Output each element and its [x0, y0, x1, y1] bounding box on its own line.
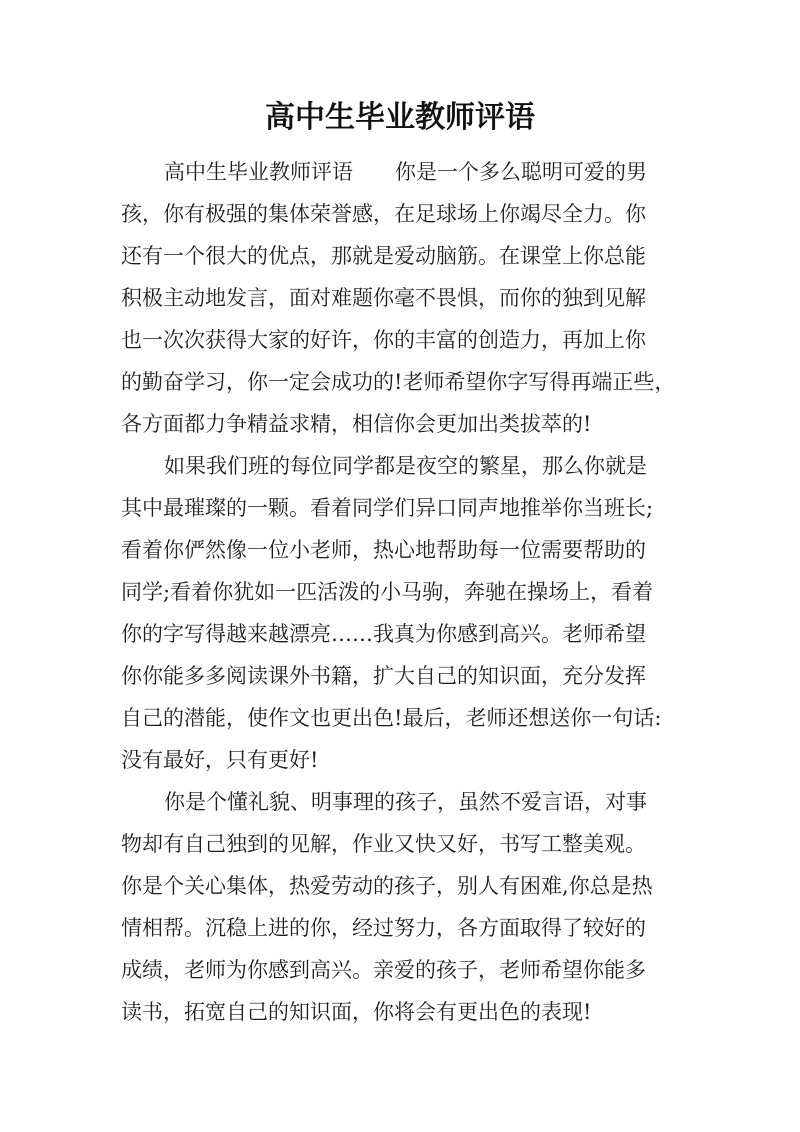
paragraph-3-line-3: 你是个关心集体，热爱劳动的孩子，别人有困难,你总是热: [121, 874, 653, 898]
document-body: [121, 151, 681, 1033]
paragraph-3-line-5: 成绩，老师为你感到高兴。亲爱的孩子，老师希望你能多: [121, 958, 646, 982]
paragraph-2-line-8: 没有最好，只有更好!: [121, 748, 319, 772]
paragraph-1-line-3: 还有一个很大的优点，那就是爱动脑筋。在课堂上你总能: [121, 244, 646, 268]
paragraph-3-line-1: 你是个懂礼貌、明事理的孩子，虽然不爱言语，对事: [164, 790, 647, 814]
paragraph-2-line-1: 如果我们班的每位同学都是夜空的繁星，那么你就是: [164, 454, 647, 478]
paragraph-2-line-3: 看着你俨然像一位小老师，热心地帮助每一位需要帮助的: [121, 538, 646, 562]
paragraph-1-line-5: 也一次次获得大家的好许，你的丰富的创造力，再加上你: [121, 328, 646, 352]
paragraph-2-line-4: 同学;看着你犹如一匹活泼的小马驹，奔驰在操场上，看着: [121, 580, 654, 604]
paragraph-1-line-2: 孩，你有极强的集体荣誉感，在足球场上你竭尽全力。你: [121, 202, 646, 226]
paragraph-2-line-2: 其中最璀璨的一颗。看着同学们异口同声地推举你当班长;: [121, 496, 654, 520]
paragraph-3-line-6: 读书，拓宽自己的知识面，你将会有更出色的表现!: [121, 1000, 592, 1024]
document-title: 高中生毕业教师评语: [265, 100, 535, 135]
paragraph-2-line-5: 你的字写得越来越漂亮……我真为你感到高兴。老师希望: [121, 622, 646, 646]
paragraph-3-line-2: 物却有自己独到的见解，作业又快又好，书写工整美观。: [121, 832, 646, 856]
paragraph-2-line-7: 自己的潜能，使作文也更出色!最后，老师还想送你一句话:: [121, 706, 662, 730]
paragraph-2-line-6: 你你能多多阅读课外书籍，扩大自己的知识面，充分发挥: [121, 664, 646, 688]
paragraph-1-line-4: 积极主动地发言，面对难题你毫不畏惧，而你的独到见解: [121, 286, 646, 310]
paragraph-1-line-6: 的勤奋学习，你一定会成功的!老师希望你字写得再端正些，: [121, 370, 676, 394]
paragraph-1-line-1: 高中生毕业教师评语 你是一个多么聪明可爱的男: [164, 160, 647, 184]
paragraph-1-line-7: 各方面都力争精益求精，相信你会更加出类拔萃的!: [121, 412, 592, 436]
paragraph-3-line-4: 情相帮。沉稳上进的你，经过努力，各方面取得了较好的: [121, 916, 646, 940]
